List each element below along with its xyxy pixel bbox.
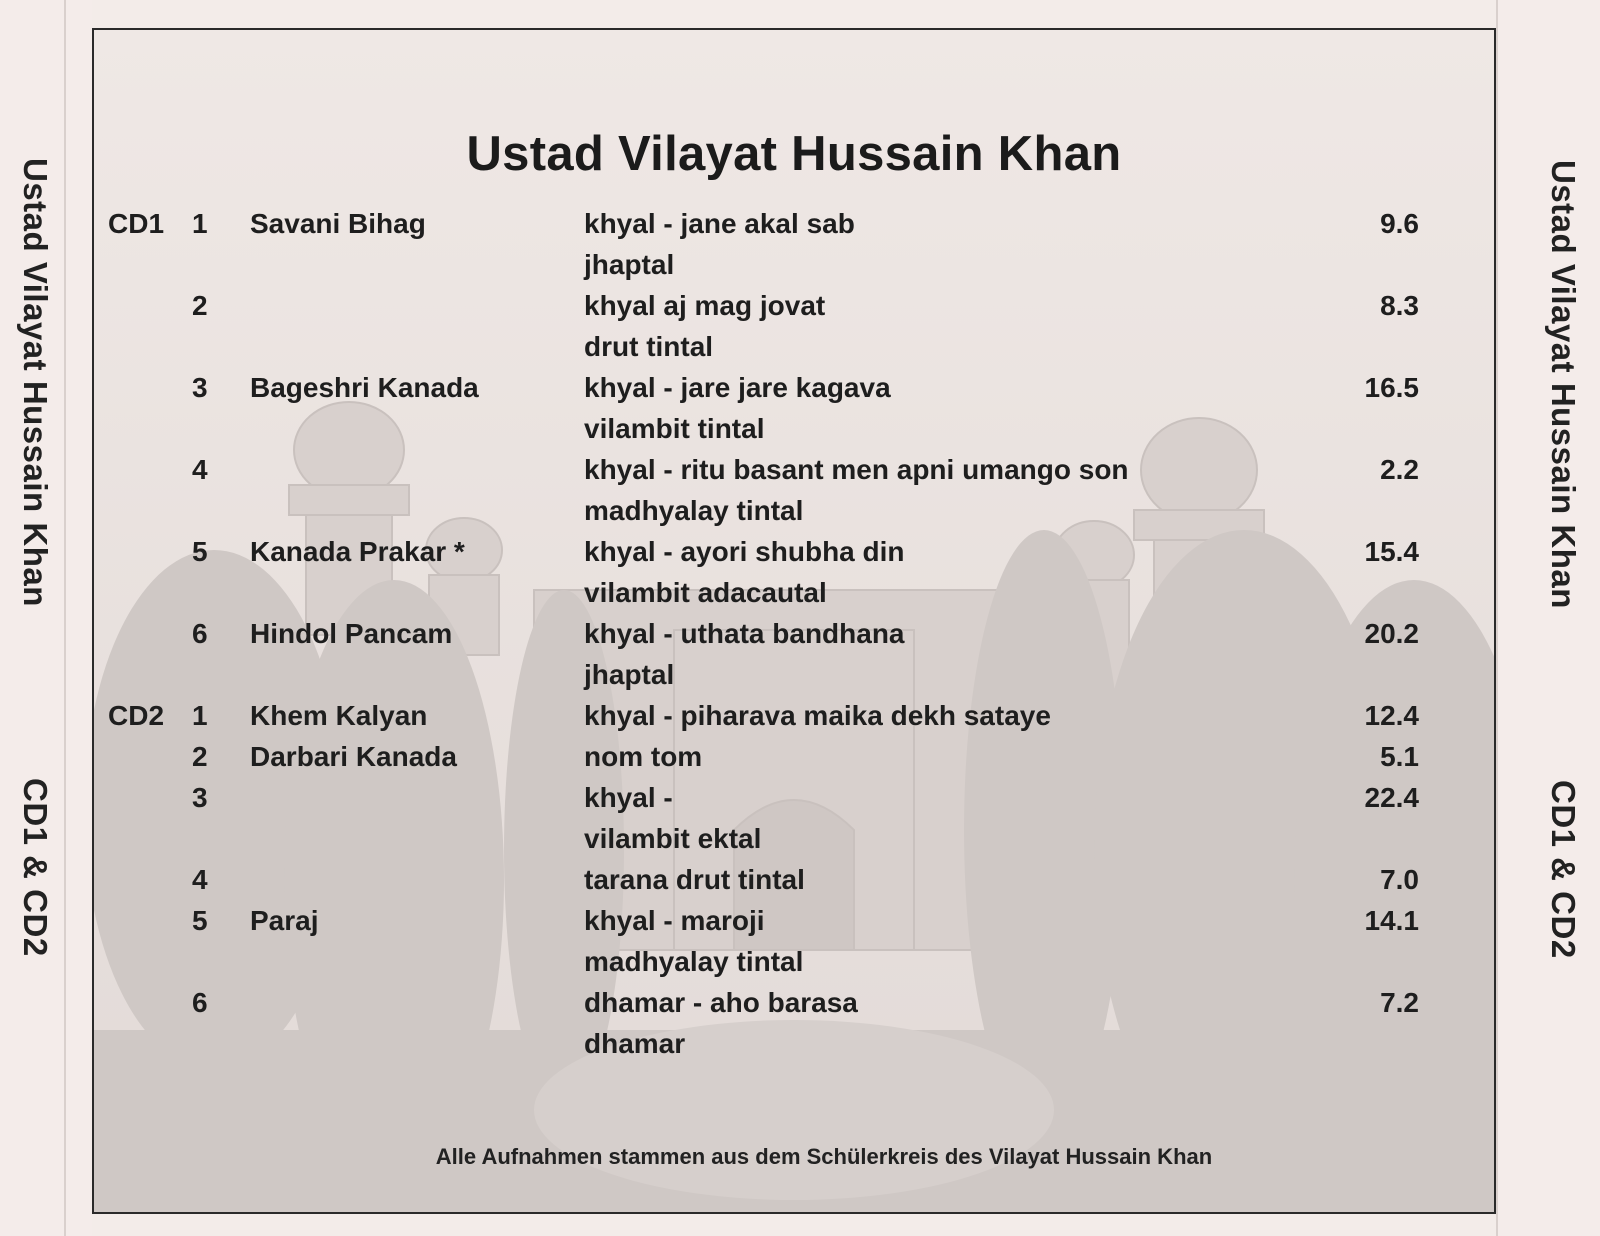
track-row xyxy=(94,823,1494,863)
track-description: vilambit tintal xyxy=(584,413,765,444)
track-list xyxy=(94,30,1494,1212)
track-raga: Bageshri Kanada xyxy=(250,372,479,403)
track-row xyxy=(94,331,1494,371)
track-duration: 12.4 xyxy=(1364,700,1419,731)
track-row xyxy=(94,1028,1494,1068)
track-row xyxy=(94,208,1494,248)
track-description: khyal - xyxy=(584,782,673,813)
track-row xyxy=(94,987,1494,1027)
track-raga: Savani Bihag xyxy=(250,208,426,239)
track-raga: Darbari Kanada xyxy=(250,741,457,772)
track-number: 5 xyxy=(192,905,208,936)
track-number: 6 xyxy=(192,987,208,1018)
track-raga: Kanada Prakar * xyxy=(250,536,465,567)
track-duration: 16.5 xyxy=(1364,372,1419,403)
track-description: khyal - piharava maika dekh sataye xyxy=(584,700,1051,731)
track-number: 6 xyxy=(192,618,208,649)
track-raga: Khem Kalyan xyxy=(250,700,428,731)
track-duration: 20.2 xyxy=(1364,618,1419,649)
track-row xyxy=(94,946,1494,986)
track-duration: 8.3 xyxy=(1380,290,1419,321)
track-row xyxy=(94,905,1494,945)
track-description: drut tintal xyxy=(584,331,714,362)
right-fold-line xyxy=(1496,0,1498,1236)
track-number: 3 xyxy=(192,782,208,813)
track-description: khyal - jare jare kagava xyxy=(584,372,891,403)
tracklist-panel xyxy=(92,28,1496,1214)
track-cd-label: CD1 xyxy=(108,208,165,239)
track-description: dhamar - aho barasa xyxy=(584,987,858,1018)
track-duration: 5.1 xyxy=(1380,741,1419,772)
track-raga: Hindol Pancam xyxy=(250,618,453,649)
track-description: madhyalay tintal xyxy=(584,495,804,526)
track-description: khyal - jane akal sab xyxy=(584,208,855,239)
left-spine-title: Ustad Vilayat Hussain Khan xyxy=(17,158,54,607)
track-row xyxy=(94,413,1494,453)
page-title: Ustad Vilayat Hussain Khan xyxy=(466,127,1122,181)
track-duration: 15.4 xyxy=(1364,536,1419,567)
track-description: khyal aj mag jovat xyxy=(584,290,826,321)
track-row xyxy=(94,782,1494,822)
track-row xyxy=(94,618,1494,658)
track-number: 3 xyxy=(192,372,208,403)
track-number: 1 xyxy=(192,700,208,731)
track-row xyxy=(94,577,1494,617)
left-spine-subtitle: CD1 & CD2 xyxy=(17,778,54,957)
track-description: vilambit ektal xyxy=(584,823,762,854)
left-fold-line xyxy=(64,0,66,1236)
track-row xyxy=(94,454,1494,494)
track-row xyxy=(94,700,1494,740)
track-description: jhaptal xyxy=(584,249,675,280)
track-row xyxy=(94,495,1494,535)
track-description: dhamar xyxy=(584,1028,686,1059)
track-number: 2 xyxy=(192,290,208,321)
track-row xyxy=(94,536,1494,576)
track-row xyxy=(94,372,1494,412)
track-duration: 9.6 xyxy=(1380,208,1419,239)
track-row xyxy=(94,290,1494,330)
track-description: jhaptal xyxy=(584,659,675,690)
track-row xyxy=(94,659,1494,699)
right-spine-title: Ustad Vilayat Hussain Khan xyxy=(1545,160,1582,609)
track-description: vilambit adacautal xyxy=(584,577,827,608)
track-raga: Paraj xyxy=(250,905,319,936)
track-description: nom tom xyxy=(584,741,703,772)
track-number: 5 xyxy=(192,536,208,567)
track-description: khyal - maroji xyxy=(584,905,765,936)
track-description: khyal - uthata bandhana xyxy=(584,618,905,649)
track-description: khyal - ayori shubha din xyxy=(584,536,905,567)
track-number: 2 xyxy=(192,741,208,772)
right-spine-subtitle: CD1 & CD2 xyxy=(1545,780,1582,959)
track-row xyxy=(94,864,1494,904)
track-row xyxy=(94,249,1494,289)
track-cd-label: CD2 xyxy=(108,700,165,731)
track-duration: 7.2 xyxy=(1380,987,1419,1018)
track-number: 1 xyxy=(192,208,208,239)
track-duration: 7.0 xyxy=(1380,864,1419,895)
track-duration: 14.1 xyxy=(1364,905,1419,936)
track-duration: 2.2 xyxy=(1380,454,1419,485)
track-number: 4 xyxy=(192,454,208,485)
track-duration: 22.4 xyxy=(1364,782,1419,813)
track-description: madhyalay tintal xyxy=(584,946,804,977)
track-description: tarana drut tintal xyxy=(584,864,805,895)
track-number: 4 xyxy=(192,864,208,895)
track-description: khyal - ritu basant men apni umango son xyxy=(584,454,1129,485)
track-row xyxy=(94,741,1494,781)
footer-note: Alle Aufnahmen stammen aus dem Schülerkreis des Vilayat Hussain Khan xyxy=(435,1144,1213,1169)
